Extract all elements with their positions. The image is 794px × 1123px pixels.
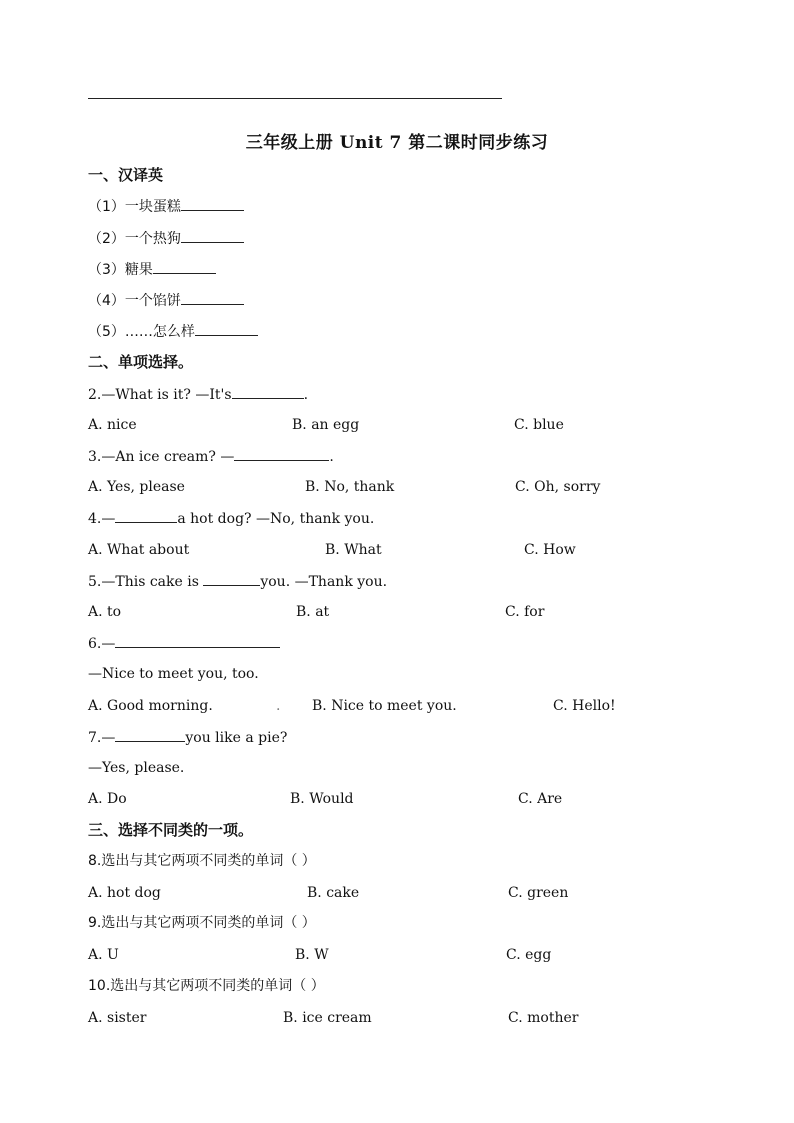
option-b[interactable]: B. Would — [290, 791, 354, 807]
option-b[interactable]: B. No, thank — [305, 479, 395, 495]
section-heading-odd-one-out: 三、选择不同类的一项。 — [88, 821, 254, 839]
option-c[interactable]: C. mother — [508, 1010, 579, 1026]
answer-blank[interactable] — [181, 229, 244, 243]
option-c[interactable]: C. How — [524, 542, 576, 558]
question-stem: 3.—An ice cream? — . — [88, 449, 334, 465]
option-c[interactable]: C. egg — [506, 947, 552, 963]
dialogue-reply: —Nice to meet you, too. — [88, 666, 259, 682]
option-b[interactable]: B. at — [296, 604, 330, 620]
question-stem: 10.选出与其它两项不同类的单词（ ） — [88, 978, 325, 994]
section-heading-choice: 二、单项选择。 — [88, 353, 194, 371]
option-a[interactable]: A. to — [88, 604, 122, 620]
answer-blank[interactable] — [234, 447, 329, 461]
answer-blank[interactable] — [195, 322, 258, 336]
option-a[interactable]: A. nice — [88, 417, 137, 433]
option-b[interactable]: B. What — [325, 542, 382, 558]
option-c[interactable]: C. Oh, sorry — [515, 479, 601, 495]
stray-dot: . — [276, 698, 281, 714]
translate-item: （3）糖果 — [88, 260, 216, 279]
option-a[interactable]: A. Good morning. — [88, 698, 213, 714]
option-a[interactable]: A. Do — [88, 791, 127, 807]
option-a[interactable]: A. sister — [88, 1010, 147, 1026]
question-stem: 4.— a hot dog? —No, thank you. — [88, 511, 375, 527]
option-a[interactable]: A. U — [88, 947, 119, 963]
worksheet-title: 三年级上册 Unit 7 第二课时同步练习 — [245, 133, 549, 153]
section-heading-translate: 一、汉译英 — [88, 166, 164, 184]
question-stem: 6.— — [88, 634, 280, 653]
option-a[interactable]: A. Yes, please — [88, 479, 185, 495]
option-b[interactable]: B. an egg — [292, 417, 360, 433]
option-c[interactable]: C. for — [505, 604, 545, 620]
answer-blank[interactable] — [181, 291, 244, 305]
option-c[interactable]: C. blue — [514, 417, 564, 433]
translate-item: （5）……怎么样 — [88, 322, 258, 341]
option-c[interactable]: C. Are — [518, 791, 563, 807]
header-rule — [88, 98, 502, 99]
answer-blank[interactable] — [203, 572, 260, 586]
answer-blank[interactable] — [181, 197, 244, 211]
answer-blank[interactable] — [115, 509, 177, 523]
translate-item: （1）一块蛋糕 — [88, 197, 244, 216]
answer-blank[interactable] — [115, 728, 185, 742]
question-stem: 8.选出与其它两项不同类的单词（ ） — [88, 853, 316, 869]
answer-blank[interactable] — [232, 385, 304, 399]
option-c[interactable]: C. green — [508, 885, 569, 901]
option-a[interactable]: A. What about — [88, 542, 190, 558]
answer-blank[interactable] — [115, 634, 280, 648]
question-stem: 2.—What is it? —It's . — [88, 387, 309, 403]
option-b[interactable]: B. ice cream — [283, 1010, 372, 1026]
option-b[interactable]: B. cake — [307, 885, 360, 901]
option-c[interactable]: C. Hello! — [553, 698, 616, 714]
dialogue-reply: —Yes, please. — [88, 760, 185, 776]
translate-item: （4）一个馅饼 — [88, 291, 244, 310]
option-b[interactable]: B. Nice to meet you. — [312, 698, 457, 714]
question-stem: 7.— you like a pie? — [88, 730, 288, 746]
option-b[interactable]: B. W — [295, 947, 329, 963]
question-stem: 5.—This cake is you. —Thank you. — [88, 574, 388, 590]
option-a[interactable]: A. hot dog — [88, 885, 161, 901]
translate-item: （2）一个热狗 — [88, 229, 244, 248]
answer-blank[interactable] — [153, 260, 216, 274]
question-stem: 9.选出与其它两项不同类的单词（ ） — [88, 915, 316, 931]
